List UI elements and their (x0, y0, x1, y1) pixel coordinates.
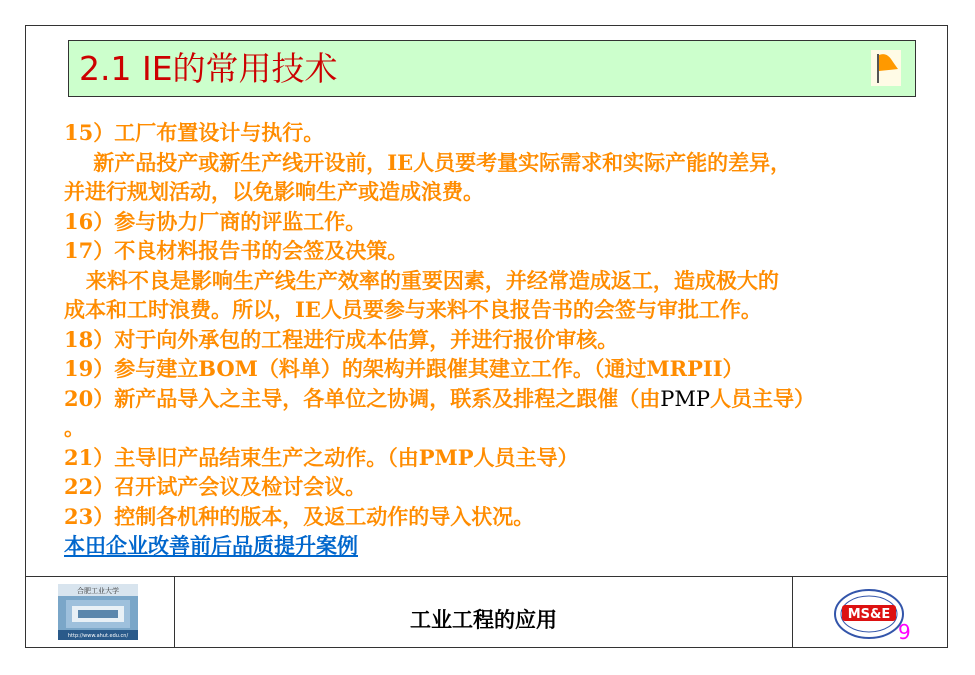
content-line-19: 19）参与建立BOM（料单）的架构并跟催其建立工作。（通过MRPII） (64, 356, 744, 381)
footer-title: 工业工程的应用 (410, 608, 557, 632)
title-bar (68, 40, 916, 97)
content-line: 新产品投产或新生产线开设前，IE人员要考量实际需求和实际产能的差异， (64, 149, 792, 175)
university-logo (58, 584, 138, 640)
case-study-link[interactable]: 本田企业改善前后品质提升案例 (64, 533, 358, 558)
slide-title: 2.1 IE的常用技术 (79, 49, 338, 88)
content-line-16: 16）参与协力厂商的评监工作。 (64, 208, 367, 234)
content-line-20-wrap: 。 (64, 415, 85, 440)
content-line: 成本和工时浪费。所以，IE人员要参与来料不良报告书的会签与审批工作。 (64, 297, 762, 322)
mse-logo (832, 588, 906, 640)
content-line-18: 18）对于向外承包的工程进行成本估算，并进行报价审核。 (64, 326, 619, 352)
line20-pmp: PMP (660, 386, 710, 411)
line20-part2: 人员主导） (710, 385, 815, 411)
university-logo-text: 合肥工业大学 (77, 587, 119, 595)
content-line: 来料不良是影响生产线生产效率的重要因素，并经常造成返工，造成极大的 (64, 267, 779, 293)
page-number: 9 (898, 620, 911, 644)
mse-logo-text: MS&E (847, 607, 891, 622)
content-line-22: 22）召开试产会议及检讨会议。 (64, 474, 367, 499)
content-line-link (64, 531, 944, 561)
content-line: 并进行规划活动，以免影响生产或造成浪费。 (64, 179, 484, 204)
content-line-20 (64, 384, 944, 414)
line20-part1: 20）新产品导入之主导，各单位之协调，联系及排程之跟催（由 (64, 385, 661, 411)
university-logo-url: http://www.ahut.edu.cn/ (67, 633, 129, 639)
flag-icon[interactable] (871, 50, 901, 86)
footer-divider (792, 576, 793, 648)
content-line-17: 17）不良材料报告书的会签及决策。 (64, 238, 409, 263)
content-line-21: 21）主导旧产品结束生产之动作。（由PMP人员主导） (64, 444, 579, 470)
slide-content (64, 118, 944, 561)
content-line-15: 15）工厂布置设计与执行。 (64, 120, 325, 145)
content-line-23: 23）控制各机种的版本，及返工动作的导入状况。 (64, 503, 535, 529)
